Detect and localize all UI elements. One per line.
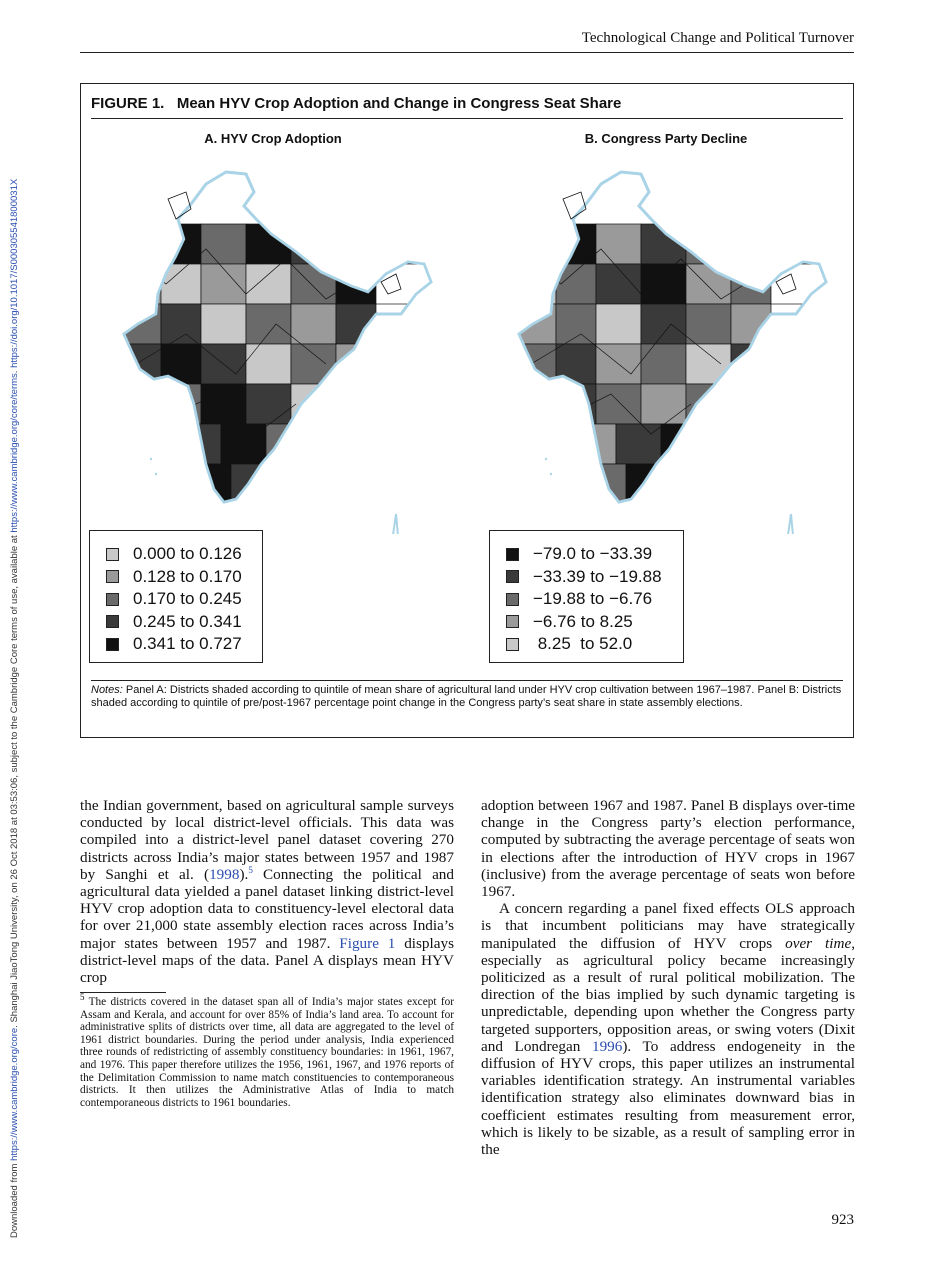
text-run: displays district-level maps of the data. Panel A displays mean HYV crop — [80, 934, 454, 987]
legend-item — [506, 543, 683, 566]
figure-1 — [80, 83, 854, 738]
download-note-prefix: Downloaded from — [9, 1160, 20, 1238]
legend-swatch — [106, 615, 119, 628]
figure-title: FIGURE 1. Mean HYV Crop Adoption and Change in Congress Seat Share — [91, 95, 622, 112]
cambridge-terms-link[interactable]: https://www.cambridge.org/core/terms — [9, 373, 20, 533]
download-note — [9, 0, 20, 1238]
paragraph — [80, 797, 454, 986]
legend-swatch — [506, 570, 519, 583]
legend-label: −6.76 to 8.25 — [533, 611, 633, 631]
text-run: Connecting the political and agricultural data yielded a panel dataset linking district-level HYV crop adoption data to constituency-level electoral data for over 21,000 state assembly election races across India’s major states between 1957 and 1987. — [80, 865, 454, 952]
running-head: Technological Change and Political Turnover — [581, 30, 854, 46]
right-column — [481, 797, 855, 1158]
figure-notes — [91, 684, 845, 710]
doi-link[interactable]: https://doi.org/10.1017/S000305541800031X — [9, 178, 20, 368]
hyv-adoption-map — [96, 164, 456, 534]
footnote-text: The districts covered in the dataset span all of India’s major states except for Assam and Kerala, and account for over 85% of India’s land area. To account for administrative splits of districts over time, all data are aggregated to the level of 1961 district boundaries. During the period under analysis, India experienced three rounds of redistricting of assembly constituency boundaries: in 1961, 1967, and 1976. This paper therefore utilizes the 1956, 1961, 1967, and 1976 reports of the Delimitation Commission to name match constituencies to contemporaneous districts. It then utilizes the Administrative Atlas of India to match contemporaneous districts to 1961 boundaries. — [80, 996, 454, 1109]
legend-item — [106, 543, 262, 566]
congress-decline-map — [491, 164, 851, 534]
download-note-middle: . Shanghai JiaoTong University, on 26 Oct 2018 at 03:53:06, subject to the Cambridge Core terms of use, available at — [9, 532, 20, 1028]
legend-item — [506, 633, 683, 656]
text-run: , especially as agricultural policy became increasingly politicized as a result of rural political mobilization. The direction of the bias implied by such dynamic targeting is unpredictable, depending upon whether the Congress party targeted supporters, opposition areas, or swing voters (Dixit and Londregan — [481, 934, 855, 1055]
legend-label: 0.170 to 0.245 — [133, 589, 242, 609]
legend-swatch — [506, 593, 519, 606]
footnote-marker[interactable]: 5 — [248, 864, 253, 875]
legend-swatch — [106, 570, 119, 583]
footnote-number: 5 — [80, 992, 85, 1003]
legend-item — [106, 588, 262, 611]
page-number: 923 — [831, 1212, 854, 1228]
notes-text: Panel A: Districts shaded according to quintile of mean share of agricultural land under HYV crop cultivation between 1967–1987. Panel B: Districts shaded according to quintile of pre/post-1967 percentage point change in the Congress party’s seat share in state assembly elections. — [91, 684, 842, 709]
legend-item — [506, 566, 683, 589]
paragraph — [481, 900, 855, 1158]
download-note-dot: . — [9, 367, 20, 374]
legend-item — [106, 566, 262, 589]
figure-title-rule — [91, 118, 843, 119]
legend-swatch — [106, 548, 119, 561]
notes-label: Notes: — [91, 684, 123, 696]
text-run: the Indian government, based on agricultural sample surveys conducted by local district-level officials. This data was compiled into a district-level panel dataset covering 270 districts across India’s major states between 1957 and 1987 by Sanghi et al. ( — [80, 797, 454, 883]
legend-item — [506, 611, 683, 634]
legend-swatch — [106, 638, 119, 651]
legend-swatch — [106, 593, 119, 606]
legend-label: 0.245 to 0.341 — [133, 611, 242, 631]
legend-item — [106, 633, 262, 656]
paragraph: adoption between 1967 and 1987. Panel B displays over-time change in the Congress party’s election performance, computed by subtracting the average percentage of seats won in elections after the introduction of HYV crops in 1967 (inclusive) from the average percentage of seats won before 1967. — [481, 797, 855, 901]
legend-label: −79.0 to −33.39 — [533, 544, 653, 564]
legend-item — [506, 588, 683, 611]
emphasis: over time — [785, 934, 852, 952]
legend-label: 0.128 to 0.170 — [133, 566, 242, 586]
notes-rule — [91, 680, 843, 681]
legend-congress-decline — [489, 530, 684, 663]
footnote-5 — [80, 992, 454, 1109]
citation-link-sanghi[interactable]: 1998 — [209, 865, 240, 883]
legend-label: −19.88 to −6.76 — [533, 589, 653, 609]
left-column — [80, 797, 454, 986]
legend-swatch — [506, 615, 519, 628]
legend-swatch — [506, 638, 519, 651]
legend-label: 8.25 to 52.0 — [533, 634, 633, 654]
legend-item — [106, 611, 262, 634]
legend-hyv-adoption — [89, 530, 263, 663]
cambridge-core-link[interactable]: https://www.cambridge.org/core — [9, 1027, 20, 1161]
text-run: A concern regarding a panel fixed effects OLS approach is that incumbent politicians may have strategically manipulated the diffusion of HYV crops — [481, 900, 855, 952]
legend-label: 0.000 to 0.126 — [133, 544, 242, 564]
citation-link-dixit[interactable]: 1996 — [591, 1037, 623, 1055]
text-run: ). — [239, 865, 249, 883]
figure-1-link[interactable]: Figure 1 — [339, 934, 396, 952]
text-run: ). To address endogeneity in the diffusion of HYV crops, this paper utilizes an instrumental variables identification strategy. An instrumental variables identification strategy also eliminates downward bias in coefficient estimates resulting from measurement error, which is likely to be sizable, as a result of sampling error in the — [481, 1037, 855, 1159]
legend-label: −33.39 to −19.88 — [533, 566, 662, 586]
footnote-rule — [80, 992, 166, 993]
panel-a-title: A. HYV Crop Adoption — [204, 131, 342, 146]
legend-label: 0.341 to 0.727 — [133, 634, 242, 654]
legend-swatch — [506, 548, 519, 561]
panel-b-title: B. Congress Party Decline — [584, 131, 748, 146]
header-rule — [80, 52, 854, 53]
